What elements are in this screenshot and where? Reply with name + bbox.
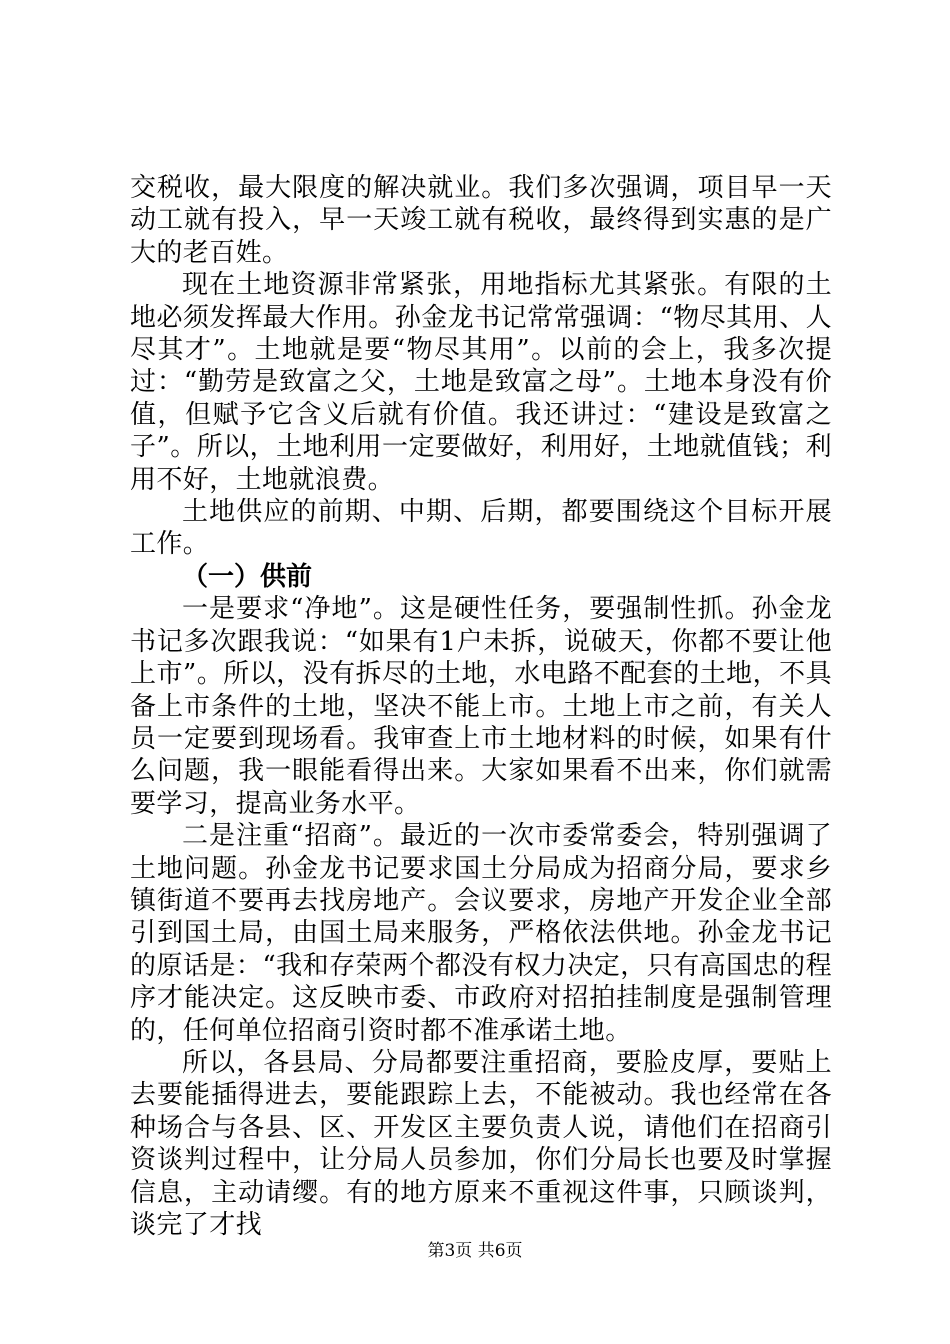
paragraph-land-resources: 现在土地资源非常紧张，用地指标尤其紧张。有限的土地必须发挥最大作用。孙金龙书记常常强调：“物尽其用、人尽其才”。土地就是要“物尽其用”。以前的会上，我多次提过：“勤劳是致富之父，土地是致富之母”。土地本身没有价值，但赋予它含义后就有价值。我还讲过：“建设是致富之子”。所以，土地利用一定要做好，利用好，土地就值钱；利用不好，土地就浪费。 <box>130 270 832 495</box>
document-body <box>130 172 832 1241</box>
paragraph-county-bureaus: 所以，各县局、分局都要注重招商，要脸皮厚，要贴上去要能插得进去，要能跟踪上去，不能被动。我也经常在各种场合与各县、区、开发区主要负责人说，请他们在招商引资谈判过程中，让分局人员参加，你们分局长也要及时掌握信息，主动请缨。有的地方原来不重视这件事，只顾谈判，谈完了才找 <box>130 1047 832 1240</box>
section-heading-pre-supply: （一）供前 <box>182 561 313 592</box>
page-footer: 第3页 共6页 <box>427 1241 523 1261</box>
paragraph-land-supply-stages: 土地供应的前期、中期、后期，都要围绕这个目标开展工作。 <box>130 497 832 560</box>
paragraph-continuation: 交税收，最大限度的解决就业。我们多次强调，项目早一天动工就有投入，早一天竣工就有税收，最终得到实惠的是广大的老百姓。 <box>130 173 832 268</box>
paragraph-clean-land: 一是要求“净地”。这是硬性任务，要强制性抓。孙金龙书记多次跟我说：“如果有1户未拆，说破天，你都不要让他上市”。所以，没有拆尽的土地，水电路不配套的土地，不具备上市条件的土地，坚决不能上市。土地上市之前，有关人员一定要到现场看。我审查上市土地材料的时候，如果有什么问题，我一眼能看得出来。大家如果看不出来，你们就需要学习，提高业务水平。 <box>130 594 832 819</box>
paragraph-investment-attraction: 二是注重“招商”。最近的一次市委常委会，特别强调了土地问题。孙金龙书记要求国土分局成为招商分局，要求乡镇街道不要再去找房地产。会议要求，房地产开发企业全部引到国土局，由国土局来服务，严格依法供地。孙金龙书记的原话是：“我和存荣两个都没有权力决定，只有高国忠的程序才能决定。这反映市委、市政府对招拍挂制度是强制管理的，任何单位招商引资时都不准承诺土地。 <box>130 821 832 1046</box>
